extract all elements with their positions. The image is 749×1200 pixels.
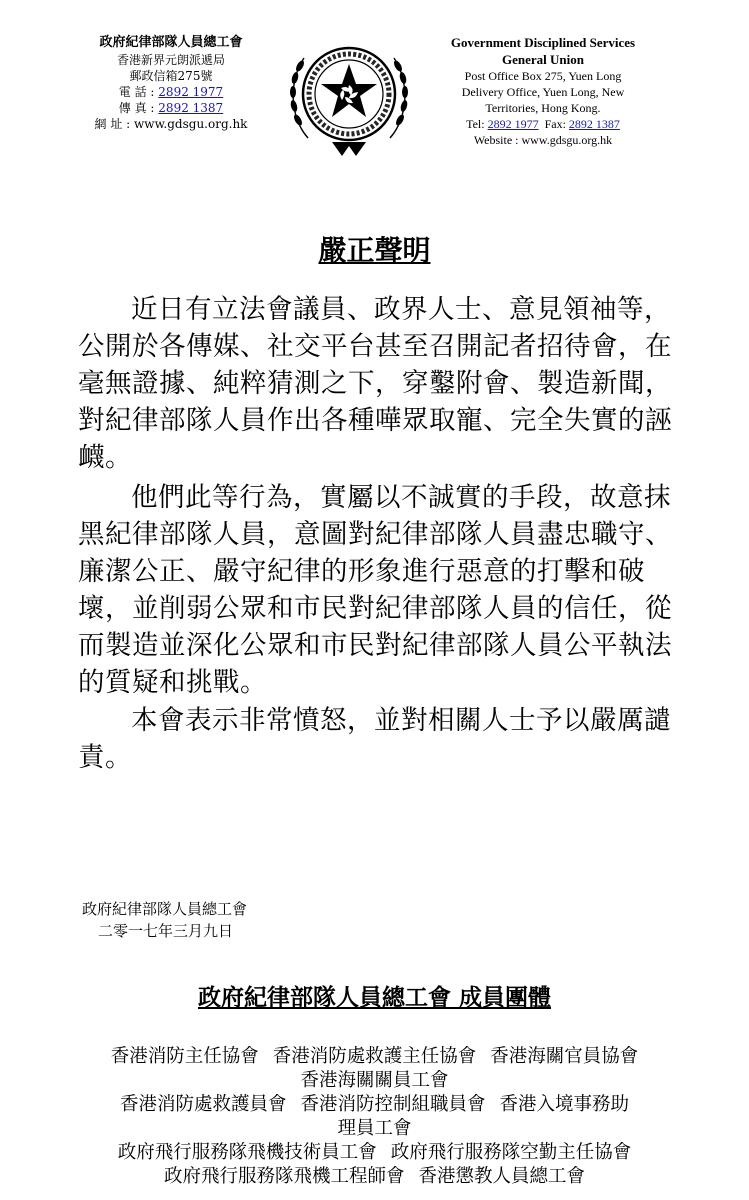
tel-label: Tel: bbox=[466, 117, 488, 131]
phone-number: 2892 1977 bbox=[158, 85, 224, 99]
fax-number-en: 2892 1387 bbox=[568, 117, 620, 131]
letterhead-english bbox=[408, 34, 678, 148]
address-line-2: 郵政信箱275號 bbox=[129, 69, 213, 83]
fax-label: 傳 真 : bbox=[118, 101, 159, 115]
union-name-english-1: Government Disciplined Services bbox=[450, 35, 636, 50]
signatory-name: 政府紀律部隊人員總工會 bbox=[82, 900, 248, 918]
member-organization: 香港消防處救護主任協會 bbox=[272, 1046, 477, 1067]
statement-date: 二零一七年三月九日 bbox=[98, 922, 234, 940]
members-row bbox=[40, 1093, 709, 1117]
phone-label: 電 話 : bbox=[118, 85, 159, 99]
fax-number: 2892 1387 bbox=[158, 101, 224, 115]
members-row bbox=[40, 1141, 709, 1165]
union-name-chinese: 政府紀律部隊人員總工會 bbox=[99, 35, 243, 50]
address-line-1: 香港新界元朗派遞局 bbox=[116, 53, 225, 67]
union-name-english-2: General Union bbox=[502, 52, 584, 67]
union-star-emblem-icon bbox=[284, 30, 414, 160]
member-organization: 香港懲教人員總工會 bbox=[418, 1166, 586, 1187]
address-line-en-1: Post Office Box 275, Yuen Long bbox=[464, 69, 622, 83]
signature-block bbox=[82, 898, 247, 942]
member-organization: 政府飛行服務隊空勤主任協會 bbox=[390, 1142, 632, 1163]
statement-paragraph-2: 他們此等行為，實屬以不誠實的手段，故意抹黑紀律部隊人員，意圖對紀律部隊人員盡忠職守、廉潔公正、嚴守紀律的形象進行惡意的打擊和破壞，並削弱公眾和市民對紀律部隊人員的信任，從而製造並深化公眾和市民對紀律部隊人員公平執法的質疑和挑戰。 bbox=[78, 482, 672, 698]
member-organization: 政府飛行服務隊飛機工程師會 bbox=[163, 1166, 405, 1187]
members-row bbox=[40, 1117, 709, 1141]
member-organization: 香港消防處救護員會 bbox=[119, 1094, 287, 1115]
tel-fax-line bbox=[408, 116, 678, 132]
tel-number: 2892 1977 bbox=[487, 117, 539, 131]
fax-label-en: Fax: bbox=[538, 117, 569, 131]
letterhead-chinese bbox=[66, 34, 276, 132]
member-organization: 香港海關官員協會 bbox=[490, 1046, 639, 1067]
member-organization: 政府飛行服務隊飛機技術員工會 bbox=[117, 1142, 377, 1163]
phone-line bbox=[66, 84, 276, 100]
statement-title: 嚴正聲明 bbox=[318, 234, 431, 267]
statement-paragraph-1: 近日有立法會議員、政界人士、意見領袖等，公開於各傳媒、社交平台甚至召開記者招待會，在毫無證據、純粹猜測之下，穿鑿附會、製造新聞，對紀律部隊人員作出各種嘩眾取寵、完全失實的誣衊。 bbox=[78, 294, 672, 473]
address-line-en-2: Delivery Office, Yuen Long, New bbox=[461, 85, 625, 99]
members-row bbox=[40, 1165, 709, 1189]
website-line: 網 址 : www.gdsgu.org.hk bbox=[94, 117, 248, 131]
member-organization: 香港消防控制組職員會 bbox=[300, 1094, 486, 1115]
website-line-en: Website : www.gdsgu.org.hk bbox=[473, 133, 613, 147]
address-line-en-3: Territories, Hong Kong. bbox=[485, 101, 601, 115]
members-row bbox=[40, 1045, 709, 1069]
member-organization: 香港消防主任協會 bbox=[110, 1046, 259, 1067]
statement-paragraph-3: 本會表示非常憤怒，並對相關人士予以嚴厲譴責。 bbox=[78, 705, 671, 773]
members-title: 政府紀律部隊人員總工會 成員團體 bbox=[197, 985, 551, 1011]
members-list bbox=[40, 1045, 709, 1189]
fax-line bbox=[66, 100, 276, 116]
member-organization: 香港入境事務助 bbox=[499, 1094, 630, 1115]
member-organization: 香港海關關員工會 bbox=[300, 1070, 449, 1091]
member-organization: 理員工會 bbox=[337, 1118, 412, 1139]
members-row bbox=[40, 1069, 709, 1093]
